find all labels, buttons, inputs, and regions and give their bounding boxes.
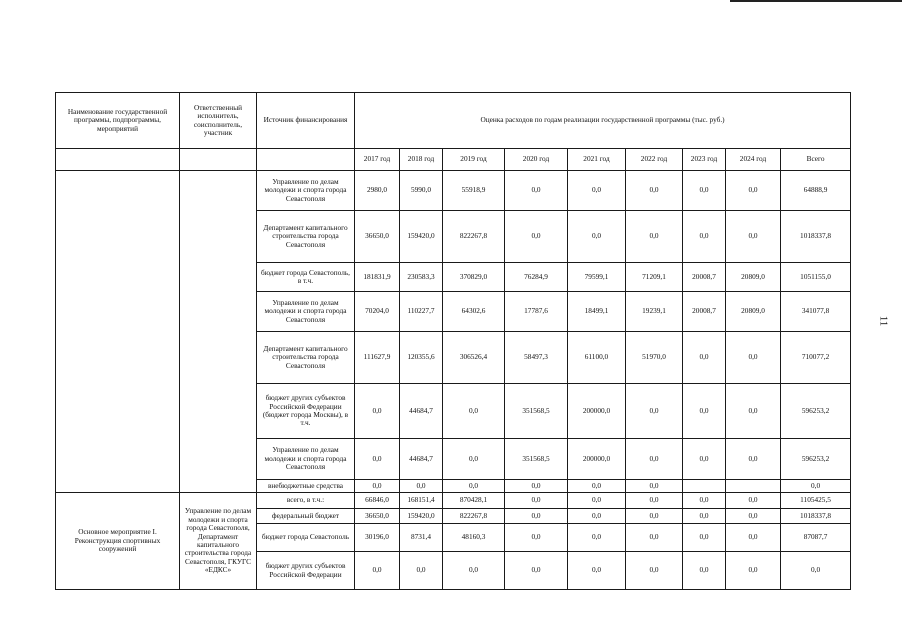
value-cell: 5990,0 <box>400 171 443 211</box>
value-cell: 0,0 <box>726 332 781 384</box>
value-cell: 0,0 <box>568 171 626 211</box>
value-cell: 0,0 <box>626 171 683 211</box>
value-cell: 0,0 <box>626 493 683 509</box>
year-header: 2020 год <box>505 149 568 171</box>
value-cell: 181831,9 <box>355 263 400 292</box>
value-cell: 0,0 <box>683 552 726 590</box>
value-cell: 20809,0 <box>726 292 781 332</box>
value-cell: 71209,1 <box>626 263 683 292</box>
year-header: 2018 год <box>400 149 443 171</box>
header-blank <box>180 149 257 171</box>
value-cell: 0,0 <box>626 480 683 493</box>
value-cell: 0,0 <box>400 552 443 590</box>
value-cell: 87087,7 <box>781 524 851 552</box>
empty-responsible-cell <box>180 171 257 493</box>
value-cell: 0,0 <box>726 171 781 211</box>
value-cell <box>726 480 781 493</box>
value-cell: 76284,9 <box>505 263 568 292</box>
value-cell: 19239,1 <box>626 292 683 332</box>
empty-name-cell <box>56 171 180 493</box>
value-cell: 0,0 <box>683 439 726 480</box>
value-cell: 870428,1 <box>443 493 505 509</box>
value-cell: 0,0 <box>443 480 505 493</box>
value-cell: 0,0 <box>505 493 568 509</box>
value-cell: 168151,4 <box>400 493 443 509</box>
value-cell: 0,0 <box>726 509 781 524</box>
value-cell: 0,0 <box>626 509 683 524</box>
value-cell: 0,0 <box>505 552 568 590</box>
value-cell: 0,0 <box>726 493 781 509</box>
value-cell: 0,0 <box>568 493 626 509</box>
top-border-line <box>730 0 902 2</box>
value-cell: 0,0 <box>355 480 400 493</box>
value-cell: 1105425,5 <box>781 493 851 509</box>
header-name: Наименование государственной программы, подпрограммы, мероприятий <box>56 93 180 149</box>
funding-source: всего, в т.ч.: <box>257 493 355 509</box>
value-cell: 8731,4 <box>400 524 443 552</box>
year-header: Всего <box>781 149 851 171</box>
value-cell: 66846,0 <box>355 493 400 509</box>
value-cell: 0,0 <box>626 211 683 263</box>
value-cell: 1051155,0 <box>781 263 851 292</box>
value-cell: 0,0 <box>355 384 400 439</box>
value-cell: 1018337,8 <box>781 509 851 524</box>
activity-responsible: Управление по делам молодежи и спорта города Севастополя, Департамент капитального строительства города Севастополя, ГКУГС «ЕДКС» <box>180 493 257 590</box>
value-cell: 370829,0 <box>443 263 505 292</box>
budget-table <box>55 92 851 590</box>
value-cell: 2980,0 <box>355 171 400 211</box>
value-cell: 20008,7 <box>683 292 726 332</box>
value-cell: 0,0 <box>568 480 626 493</box>
value-cell: 0,0 <box>505 509 568 524</box>
value-cell: 200000,0 <box>568 439 626 480</box>
funding-source: бюджет города Севастополь, в т.ч. <box>257 263 355 292</box>
value-cell: 0,0 <box>443 552 505 590</box>
value-cell: 0,0 <box>568 509 626 524</box>
value-cell: 1018337,8 <box>781 211 851 263</box>
funding-source: Управление по делам молодежи и спорта города Севастополя <box>257 439 355 480</box>
value-cell: 20008,7 <box>683 263 726 292</box>
funding-source: федеральный бюджет <box>257 509 355 524</box>
value-cell: 0,0 <box>626 552 683 590</box>
value-cell: 30196,0 <box>355 524 400 552</box>
funding-source: Департамент капитального строительства города Севастополя <box>257 211 355 263</box>
value-cell: 51970,0 <box>626 332 683 384</box>
value-cell: 55918,9 <box>443 171 505 211</box>
value-cell: 0,0 <box>726 524 781 552</box>
value-cell: 48160,3 <box>443 524 505 552</box>
value-cell <box>683 480 726 493</box>
funding-source: Управление по делам молодежи и спорта города Севастополя <box>257 171 355 211</box>
value-cell: 0,0 <box>568 524 626 552</box>
value-cell: 306526,4 <box>443 332 505 384</box>
value-cell: 0,0 <box>683 211 726 263</box>
value-cell: 61100,0 <box>568 332 626 384</box>
value-cell: 341077,8 <box>781 292 851 332</box>
value-cell: 0,0 <box>726 439 781 480</box>
value-cell: 0,0 <box>505 480 568 493</box>
header-blank <box>56 149 180 171</box>
value-cell: 0,0 <box>781 480 851 493</box>
year-header: 2017 год <box>355 149 400 171</box>
value-cell: 0,0 <box>400 480 443 493</box>
year-header: 2024 год <box>726 149 781 171</box>
value-cell: 120355,6 <box>400 332 443 384</box>
value-cell: 0,0 <box>568 552 626 590</box>
value-cell: 64302,6 <box>443 292 505 332</box>
value-cell: 0,0 <box>355 439 400 480</box>
year-header: 2023 год <box>683 149 726 171</box>
value-cell: 0,0 <box>683 509 726 524</box>
activity-name: Основное мероприятие I. Реконструкция спортивных сооружений <box>56 493 180 590</box>
value-cell: 36650,0 <box>355 211 400 263</box>
year-header: 2022 год <box>626 149 683 171</box>
value-cell: 0,0 <box>683 332 726 384</box>
year-header: 2019 год <box>443 149 505 171</box>
value-cell: 0,0 <box>505 211 568 263</box>
value-cell: 79599,1 <box>568 263 626 292</box>
value-cell: 0,0 <box>626 439 683 480</box>
value-cell: 0,0 <box>626 524 683 552</box>
table-row <box>56 493 851 509</box>
value-cell: 0,0 <box>683 493 726 509</box>
value-cell: 0,0 <box>683 171 726 211</box>
funding-source: бюджет других субъектов Российской Федерации (бюджет города Москвы), в т.ч. <box>257 384 355 439</box>
value-cell: 0,0 <box>726 211 781 263</box>
value-cell: 70204,0 <box>355 292 400 332</box>
value-cell: 710077,2 <box>781 332 851 384</box>
year-header: 2021 год <box>568 149 626 171</box>
value-cell: 110227,7 <box>400 292 443 332</box>
value-cell: 596253,2 <box>781 384 851 439</box>
value-cell: 0,0 <box>626 384 683 439</box>
value-cell: 36650,0 <box>355 509 400 524</box>
value-cell: 18499,1 <box>568 292 626 332</box>
value-cell: 200000,0 <box>568 384 626 439</box>
value-cell: 44684,7 <box>400 384 443 439</box>
value-cell: 351568,5 <box>505 439 568 480</box>
value-cell: 0,0 <box>683 384 726 439</box>
value-cell: 0,0 <box>726 384 781 439</box>
value-cell: 0,0 <box>355 552 400 590</box>
table-row <box>56 171 851 211</box>
value-cell: 17787,6 <box>505 292 568 332</box>
value-cell: 596253,2 <box>781 439 851 480</box>
value-cell: 0,0 <box>443 384 505 439</box>
value-cell: 0,0 <box>568 211 626 263</box>
funding-source: бюджет других субъектов Российской Федерации <box>257 552 355 590</box>
funding-source: Департамент капитального строительства города Севастополя <box>257 332 355 384</box>
header-source: Источник финансирования <box>257 93 355 149</box>
header-blank <box>257 149 355 171</box>
value-cell: 822267,8 <box>443 509 505 524</box>
value-cell: 351568,5 <box>505 384 568 439</box>
header-estimate: Оценка расходов по годам реализации государственной программы (тыс. руб.) <box>355 93 851 149</box>
value-cell: 159420,0 <box>400 509 443 524</box>
funding-source: бюджет города Севастополь <box>257 524 355 552</box>
funding-source: внебюджетные средства <box>257 480 355 493</box>
value-cell: 230583,3 <box>400 263 443 292</box>
value-cell: 159420,0 <box>400 211 443 263</box>
value-cell: 20809,0 <box>726 263 781 292</box>
header-responsible: Ответственный исполнитель, соисполнитель, участник <box>180 93 257 149</box>
value-cell: 0,0 <box>505 171 568 211</box>
value-cell: 44684,7 <box>400 439 443 480</box>
value-cell: 64888,9 <box>781 171 851 211</box>
value-cell: 822267,8 <box>443 211 505 263</box>
value-cell: 0,0 <box>443 439 505 480</box>
value-cell: 0,0 <box>726 552 781 590</box>
value-cell: 0,0 <box>683 524 726 552</box>
value-cell: 0,0 <box>505 524 568 552</box>
page-number: 11 <box>877 315 890 327</box>
funding-source: Управление по делам молодежи и спорта города Севастополя <box>257 292 355 332</box>
value-cell: 111627,9 <box>355 332 400 384</box>
value-cell: 0,0 <box>781 552 851 590</box>
value-cell: 58497,3 <box>505 332 568 384</box>
